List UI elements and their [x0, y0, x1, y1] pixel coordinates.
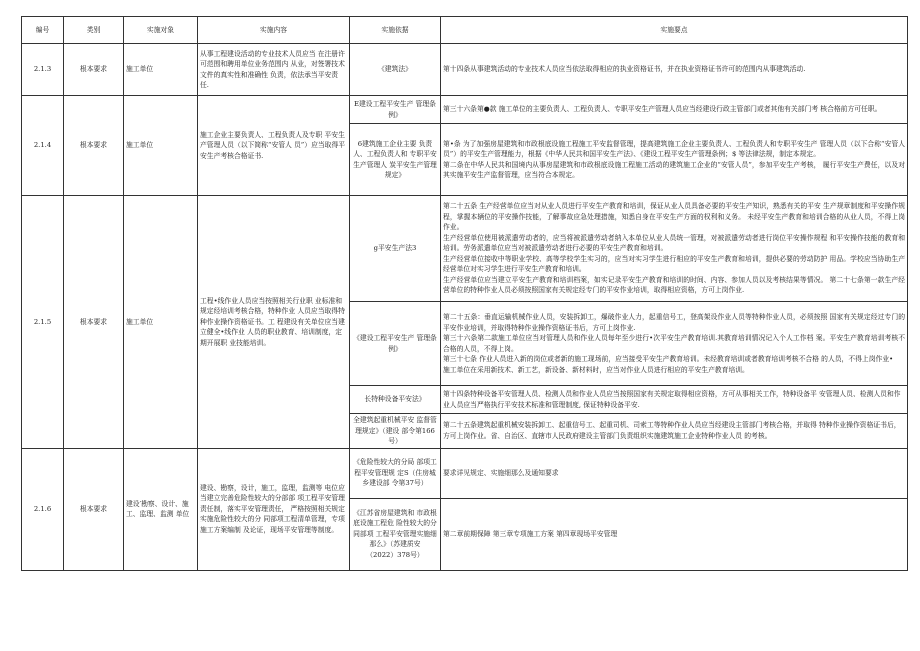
- row-object: 建设′勘察、设计、施工、监理、监测 单位: [124, 448, 198, 570]
- row-points: 第十四条特种设备平安管理人员、检测人员和作业人员应当按照国家有关规定取得相应资格，方可从事相关工作，特种设备平 安管理人员、检测人员和作业人员应当严格执行平安技术标准和管理制度, 保证特种设备平安.: [441, 386, 908, 414]
- row-id: 2.1.6: [22, 448, 64, 570]
- row-content: 从事工程建设活动的专业技术人员应当 在注册许可范围和聘用单位业务范围内 从业，对签署技术文件的真实性和准确性 负责，依法承当平安责任.: [198, 44, 350, 96]
- points-paragraph: 第•条 为了加强房屋建筑和市政根底设施工程施工平安监督管理，提高建筑施工企业主要负责人、工程负责人和专职平安生产 管理人员（以下合称“安管人员”）的平安生产管理能力，根据《中华人民共和国平安生产法》、《建设工程平安生产管理条例；$ 等法律法规，制定本规定。: [443, 139, 905, 158]
- row-points: [441, 124, 908, 196]
- header-id: 编号: [22, 17, 64, 44]
- row-basis: 长特种设备平安法》: [350, 386, 441, 414]
- header-object: 实施对象: [124, 17, 198, 44]
- row-id: 2.1.4: [22, 96, 64, 196]
- row-content: 工程•线作业人员应当按照相关行业职 业标准和规定经培训考核合格，特种作业 人员应当取得特种作业操作资格证书。工 程建设有关单位应当建立健全•线作业 人员的职业教育、培训制度，定期开展职 业技能培训。: [198, 196, 350, 449]
- points-paragraph: 生产经营单位使用被派遣劳动者的，应当将被派遣劳动者纳入本单位从业人员统一管理，对被派遣劳动者进行岗位平安操作规程 和平安操作技能的教育和培训。劳务派遣单位应当对被派遣劳动者进行必要的平安生产教育和培训。: [443, 233, 905, 253]
- points-paragraph: 生产经营单位接收中等职业学校、高等学校学生实习的，应当对实习学生进行相应的平安生产教育和培训，提供必要的劳动防护 用品。学校应当协助生产经营单位对实习学生进行平安生产教育和培训。: [443, 254, 905, 274]
- row-basis: 《建筑法》: [350, 44, 441, 96]
- row-basis: g平安生产法3: [350, 196, 441, 302]
- row-content: 施工企业主要负责人、工程负责人及专职 平安生产管理人员（以下简称“安管人 员”）应当取得平安生产考核合格证书.: [198, 96, 350, 196]
- row-category: 根本要求: [64, 448, 124, 570]
- table-row: [22, 44, 908, 96]
- basis-paragraph: 《江苏省房屋建筑和 市政根底设施工程危 险性较大的分同部项 工程平安管理实施细 那么》（苏建质安: [353, 508, 437, 549]
- row-points: 第十四条从事建筑活动的专业技术人员应当依法取得相应的执业资格证书，并在执业资格证书许可的范围内从事建筑活动.: [441, 44, 908, 96]
- row-basis: 全建筑起重机械平安 监督管理规定》（建设 部令第166号）: [350, 414, 441, 449]
- points-paragraph: 第三十七条 作业人员进入新的岗位或者新的施工现场前，应当接受平安生产教育培训。未经教育培训或者教育培训考核不合格 的人员，不得上岗作业•: [443, 355, 894, 363]
- row-basis: 《建设工程平安生产 管理条例》: [350, 302, 441, 386]
- row-basis: [350, 498, 441, 570]
- row-object: 施工单位: [124, 196, 198, 449]
- table-row: [22, 196, 908, 302]
- row-points: [441, 196, 908, 302]
- row-id: 2.1.5: [22, 196, 64, 449]
- table-row: [22, 448, 908, 498]
- row-id: 2.1.3: [22, 44, 64, 96]
- table-row: [22, 96, 908, 124]
- row-points: 第二十五条建筑起重机械安装拆卸工、起重信号工、起重司机、司索工等特种作业人员应当经建设主管部门考核合格，并取得 特种作业操作资格证书后，方可上岗作业。省、自治区、直辖市人民政府建设主管部门负责组织实施建筑施工企业特种作业人员 的考核。: [441, 414, 908, 449]
- header-points: 实施要点: [441, 17, 908, 44]
- row-basis: 《危险性较大的分局 部项工程平安管理规 定S（住房城乡建设部 令第37号）: [350, 448, 441, 498]
- header-content: 实施内容: [198, 17, 350, 44]
- points-paragraph: 第二十五条 生产经营单位应当对从业人员进行平安生产教育和培训，保证从业人员具备必要的平安生产知识，熟悉有关的平安 生产规章制度和平安操作规程，掌握本辆位的平安操作技能，了解事故应急处理措施，知悉自身在平安生产方面的权利和义务。 未经平安生产教育和培训合格的从业人员，不得上岗作业。: [443, 202, 905, 232]
- row-basis: E建设工程平安生产 管理条例》: [350, 96, 441, 124]
- row-category: 根本要求: [64, 196, 124, 449]
- row-object: 施工单位: [124, 44, 198, 96]
- regulation-table: [21, 16, 908, 571]
- row-object: 施工单位: [124, 96, 198, 196]
- row-content: 建设、勘察，设计，施工，监理，监测等 电位应当建立完善危险性较大的分部部 项工程平安管理责任制，落实平安管理责任， 严格按照相关规定实施危险性较大的分 同部项工程清单管理，专项施工方案编制 及论证，现场平安管理等制度。: [198, 448, 350, 570]
- points-paragraph: 生产经营单位应当建立平安生产教育和培训档案，如实记录平安生产教育和培训的时间、内容、参加人员以及考核结果等情况。 第二十七条第一款生产经营单位的特种作业人员必须按照国家有关规定经专门的平安作业培训，取得相应资格，方可上岗作业.: [443, 275, 905, 295]
- basis-paragraph: （2022）378号）: [366, 550, 424, 559]
- points-paragraph: 施工单位在采用新技术、新工艺，新设备、新材料时，应当对作业人员进行相应的平安生产教育培训。: [443, 365, 749, 374]
- points-paragraph: 第二十五条：垂直运输机械作业人员，安装拆卸工，爆破作业人力，起重信号工，登高架设作业人员等特种作业人员，必须按照 国家有关规定经过专门的平安作业培训，并取得特种作业操作资格证书后，方可上岗作业.: [443, 313, 905, 332]
- row-basis: 6建筑施工企业主要 负责人、工程负责人和 专职平安生产管理人 炭平安生产管理规定》: [350, 124, 441, 196]
- row-category: 根本要求: [64, 96, 124, 196]
- header-row: [22, 17, 908, 44]
- header-category: 类别: [64, 17, 124, 44]
- row-points: 第三十六条第●款 施工单位的主要负责人、工程负责人、专职平安生产管理人员应当经建设行政主管部门或者其他有关部门考 核合格前方可任职。: [441, 96, 908, 124]
- row-category: 根本要求: [64, 44, 124, 96]
- points-paragraph: 第三十六条第二款施工单位应当对管理人员和作业人员每年至少进行•次平安生产教育培训.其教育培训情况记入个人工作档 案。平安生产教育培训考核不合格的人员，不得上岗。: [443, 334, 905, 353]
- header-basis: 实施依据: [350, 17, 441, 44]
- row-points: 第二章前期保障 第三章专项施工方案 第四章现场平安管理: [441, 498, 908, 570]
- row-points: [441, 302, 908, 386]
- row-points: 要求详见规定、实施细那么及通知要求: [441, 448, 908, 498]
- points-paragraph: 第二条在中华人民共和国境内从事房屋建筑和市政根底设施工程施工活动的建筑施工企业的“安管人员”，参加平安生产考核， 履行平安生产费任，以及对其实施平安生产监督管理，应当符合本规定。: [443, 160, 905, 179]
